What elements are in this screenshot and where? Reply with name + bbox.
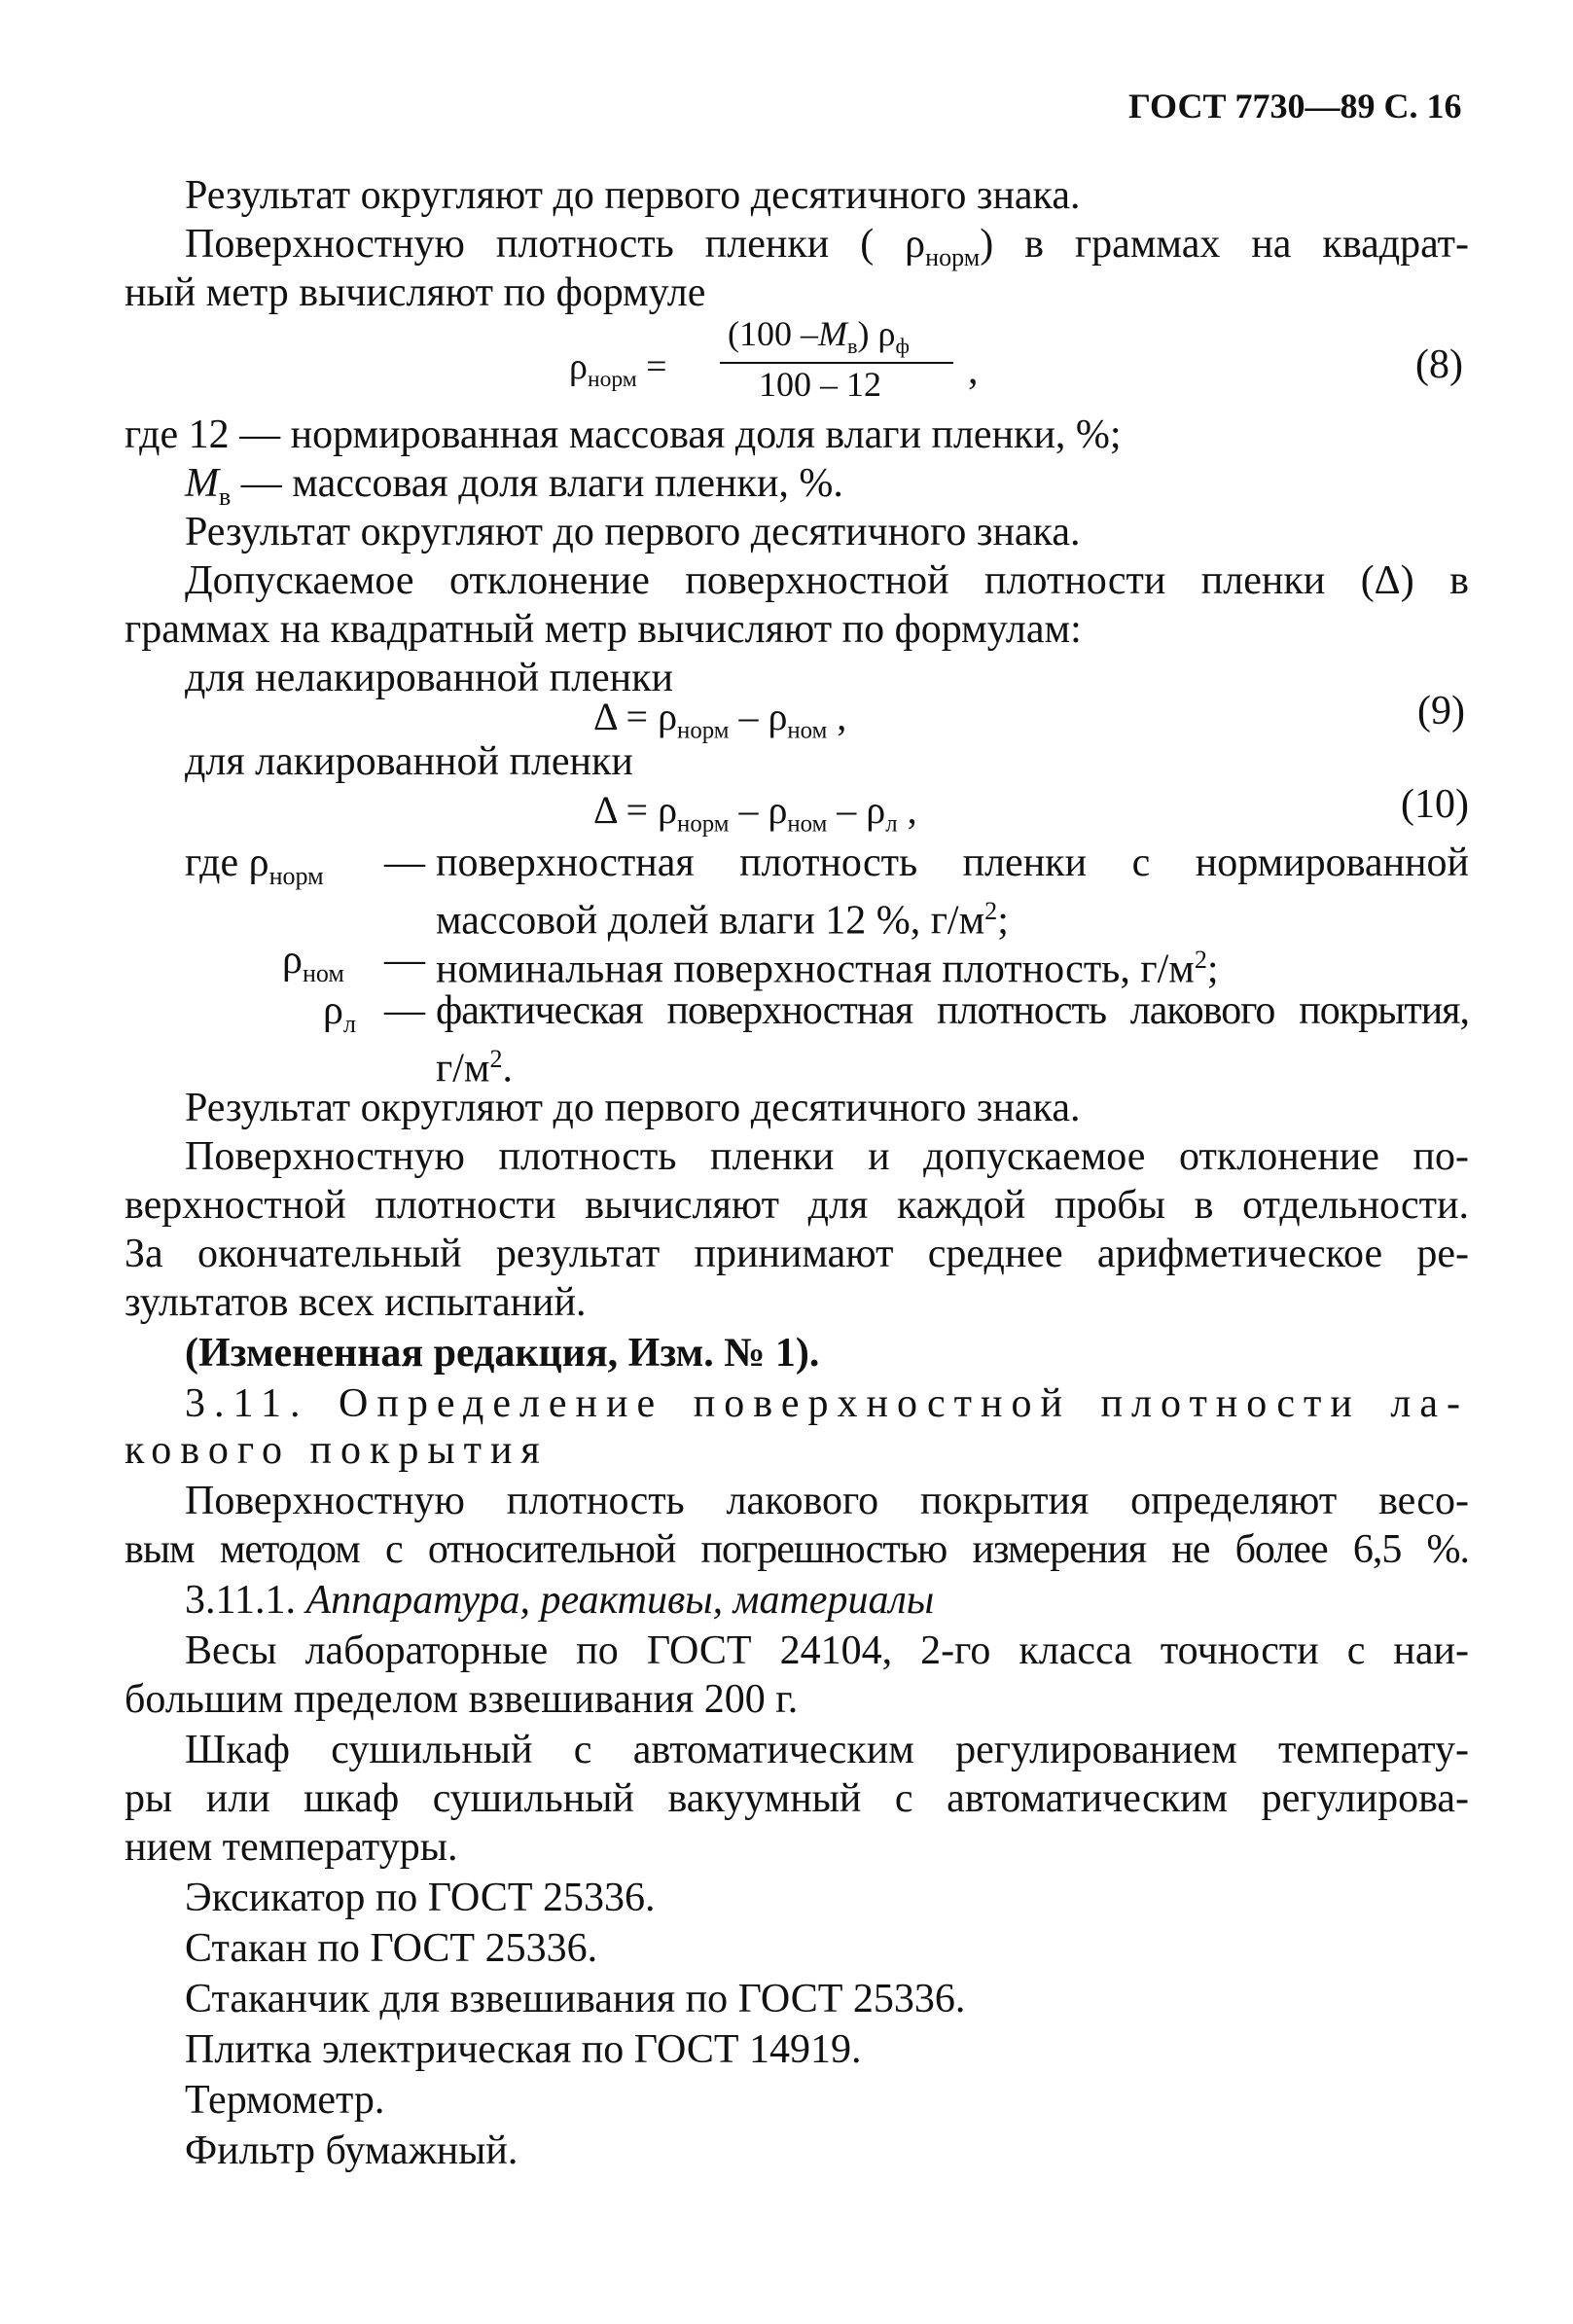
list-item: Стаканчик для взвешивания по ГОСТ 25336. bbox=[185, 1977, 966, 2021]
section-heading: кового покрытия bbox=[125, 1428, 549, 1473]
definition-text: номинальная поверхностная плотность, $г/м^2$; bbox=[436, 946, 1219, 992]
definition-dash: — bbox=[384, 840, 425, 885]
subscript: норм bbox=[925, 243, 981, 272]
text-line: граммах на квадратный метр вычисляют по формулам: bbox=[125, 607, 1082, 652]
definition-text: фактическая поверхностная плотность лакового покрытия, bbox=[436, 988, 1469, 1033]
text-line: Поверхностную плотность лакового покрытия определяют весо- bbox=[185, 1479, 1469, 1523]
formula-denominator: 100 – 12 bbox=[759, 365, 881, 404]
list-item: Фильтр бумажный. bbox=[185, 2128, 518, 2173]
section-heading: 3.11. Определение поверхностной плотности ла- bbox=[185, 1381, 1469, 1426]
text-line: зультатов всех испытаний. bbox=[125, 1280, 587, 1325]
definition-dash: — bbox=[384, 938, 425, 983]
list-item: Стакан по ГОСТ 25336. bbox=[185, 1926, 598, 1971]
text-line: нием температуры. bbox=[125, 1825, 458, 1870]
definition-text: массовой долей влаги 12 %, $г/м^2$; bbox=[436, 897, 1009, 944]
definition-term: где $\rho_{норм}$ bbox=[185, 840, 324, 891]
text-span: ) в граммах на квадрат- bbox=[980, 222, 1469, 267]
text-line: Шкаф сушильный с автоматическим регулированием температу- bbox=[185, 1728, 1469, 1772]
text-line: большим пределом взвешивания 200 г. bbox=[125, 1677, 799, 1722]
text-line: Допускаемое отклонение поверхностной плотности пленки (Δ) в bbox=[185, 558, 1469, 603]
text-line: $M_в$ — массовая доля влаги пленки, %. bbox=[185, 461, 843, 512]
text-line: ный метр вычисляют по формуле bbox=[125, 270, 706, 315]
text-line: Результат округляют до первого десятичного знака. bbox=[185, 510, 1081, 554]
subsection-heading: 3.11.1. Аппаратура, реактивы, материалы bbox=[185, 1578, 935, 1623]
text-span: Поверхностную плотность пленки ( ρ bbox=[185, 222, 926, 267]
list-item: Термометр. bbox=[185, 2078, 385, 2123]
definition-text: поверхностная плотность пленки с нормированной bbox=[436, 840, 1469, 885]
equation-number: (9) bbox=[1417, 689, 1465, 733]
definition-text: $г/м^2$. bbox=[436, 1045, 513, 1091]
definition-term: $\rho_л$ bbox=[323, 988, 356, 1039]
text-line: За окончательный результат принимают среднее арифметическое ре- bbox=[125, 1232, 1469, 1276]
amendment-note: (Измененная редакция, Изм. № 1). bbox=[185, 1331, 820, 1376]
definition-dash: — bbox=[384, 988, 425, 1033]
equation-number: (10) bbox=[1401, 782, 1469, 827]
text-line: верхностной плотности вычисляют для каждой пробы в отдельности. bbox=[125, 1183, 1469, 1228]
formula-numerator: (100 $-M_в$) $\rho_ф$ bbox=[728, 314, 910, 358]
list-item: Эксикатор по ГОСТ 25336. bbox=[185, 1876, 656, 1920]
text-line: Результат округляют до первого десятичного знака. bbox=[185, 1086, 1081, 1130]
formula-9: $\Delta = \rho_{норм} - \rho_{ном}$ , bbox=[593, 695, 847, 744]
formula-comma: , bbox=[968, 348, 979, 393]
text-line: Поверхностную плотность пленки и допускаемое отклонение по- bbox=[185, 1134, 1469, 1179]
text-line: для нелакированной пленки bbox=[185, 656, 674, 700]
equation-number: (8) bbox=[1415, 342, 1463, 387]
page-header: ГОСТ 7730—89 С. 16 bbox=[1128, 87, 1462, 125]
text-line: где 12 — нормированная массовая доля влаги пленки, %; bbox=[125, 412, 1122, 457]
text-line: вым методом с относительной погрешностью измерения не более 6,5 %. bbox=[125, 1527, 1469, 1572]
text-line: Весы лабораторные по ГОСТ 24104, 2-го класса точности с наи- bbox=[185, 1628, 1469, 1673]
formula-10: $\Delta = \rho_{норм} - \rho_{ном} - \rho_л$ , bbox=[593, 788, 917, 838]
formula-lhs: $\rho_{норм}$ = bbox=[569, 346, 667, 393]
text-line: Результат округляют до первого десятичного знака. bbox=[185, 173, 1081, 218]
definition-term: $\rho_{ном}$ bbox=[282, 938, 344, 988]
list-item: Плитка электрическая по ГОСТ 14919. bbox=[185, 2027, 862, 2072]
text-line: для лакированной пленки bbox=[185, 739, 633, 784]
text-line: ры или шкаф сушильный вакуумный с автоматическим регулирова- bbox=[125, 1776, 1469, 1821]
